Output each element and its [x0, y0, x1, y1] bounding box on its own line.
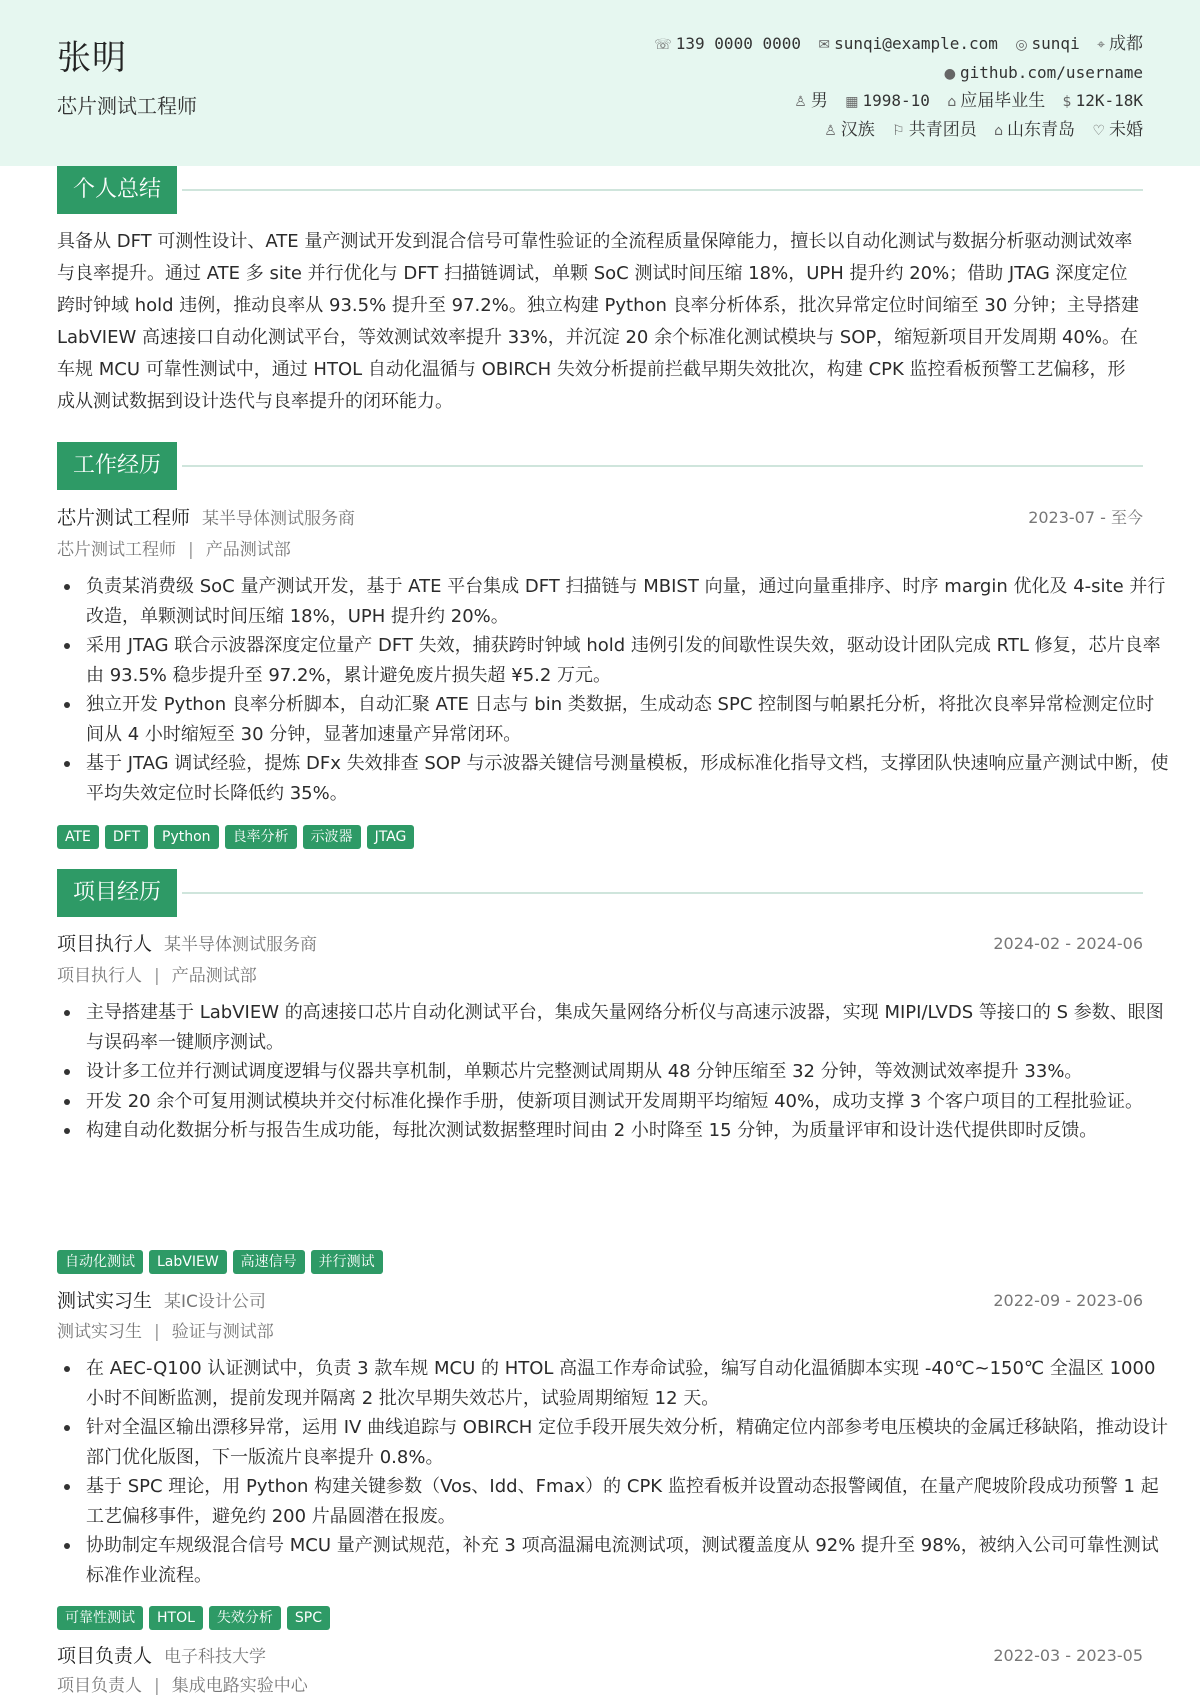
entry-date: 2024-02 - 2024-06 — [993, 934, 1143, 953]
list-item: 负责某消费级 SoC 量产测试开发，基于 ATE 平台集成 DFT 扫描链与 MBIST 向量，通过向量重排序、时序 margin 优化及 4-site 并行改造，单颗测试时间压缩 18%，UPH 提升约 20%。 — [86, 572, 1172, 631]
phone-icon: ☏ — [654, 37, 672, 53]
tag: JTAG — [367, 825, 415, 849]
entry-subtitle: 芯片测试工程师 | 产品测试部 — [57, 540, 291, 560]
work-bullets — [57, 572, 1172, 808]
tag: HTOL — [149, 1606, 203, 1630]
entry-subtitle: 项目负责人 | 集成电路实验中心 — [57, 1676, 308, 1696]
project-bullets — [57, 1354, 1172, 1590]
location: 成都 — [1109, 34, 1143, 54]
tag: DFT — [105, 825, 148, 849]
entry-date: 2022-03 - 2023-05 — [993, 1646, 1143, 1665]
entry-role: 项目负责人 — [57, 1645, 153, 1667]
entry-role: 芯片测试工程师 — [57, 507, 191, 529]
entry-role: 测试实习生 — [57, 1290, 153, 1312]
work-entry-header — [57, 503, 1143, 533]
wechat: sunqi — [1031, 34, 1080, 53]
entry-org: 某半导体测试服务商 — [202, 509, 356, 529]
flag-icon: ⚐ — [892, 122, 905, 139]
salary: 12K-18K — [1075, 91, 1143, 110]
entry-dept: 验证与测试部 — [171, 1322, 274, 1342]
entry-org: 电子科技大学 — [164, 1647, 267, 1667]
project-bullets — [57, 998, 1172, 1146]
github-icon: ● — [943, 65, 956, 82]
list-item: 针对全温区输出漂移异常，运用 IV 曲线追踪与 OBIRCH 定位手段开展失效分析，精确定位内部参考电压模块的金属迁移缺陷，推动设计部门优化版图，下一版流片良率提升 0.8%。 — [86, 1413, 1172, 1472]
tag: 自动化测试 — [57, 1250, 143, 1274]
birth-date: 1998-10 — [862, 91, 930, 110]
gender: 男 — [810, 91, 828, 111]
graduate-icon: ⌂ — [947, 94, 957, 110]
location-icon: ⌖ — [1097, 37, 1105, 53]
entry-dept: 集成电路实验中心 — [171, 1676, 308, 1696]
entry-position: 项目执行人 — [57, 966, 142, 986]
contact-info — [642, 30, 1143, 144]
summary-text: 具备从 DFT 可测性设计、ATE 量产测试开发到混合信号可靠性验证的全流程质量保障能力，擅长以自动化测试与数据分析驱动测试效率与良率提升。通过 ATE 多 site 并行优化与 DFT 扫描链调试，单颗 SoC 测试时间压缩 18%，UPH 提升约 20%；借助 JTAG 深度定位跨时钟域 hold 违例，推动良率从 93.5% 提升至 97.2%。独立构建 Python 良率分析体系，批次异常定位时间缩至 30 分钟；主导搭建 LabVIEW 高速接口自动化测试平台，等效测试效率提升 33%，并沉淀 20 余个标准化测试模块与 SOP，缩短新项目开发周期 40%。在车规 MCU 可靠性测试中，通过 HTOL 自动化温循与 OBIRCH 失效分析提前拦截早期失效批次，构建 CPK 监控看板预警工艺偏移，形成从测试数据到设计迭代与良率提升的闭环能力。 — [57, 231, 1139, 412]
section-title-projects: 项目经历 — [57, 869, 177, 917]
calendar-icon: ▦ — [845, 94, 859, 110]
ethnicity: 汉族 — [840, 119, 875, 140]
phone[interactable]: 139 0000 0000 — [675, 34, 801, 53]
political-status: 共青团员 — [908, 119, 977, 140]
work-tags — [57, 825, 420, 849]
entry-dept: 产品测试部 — [171, 966, 257, 986]
entry-dept: 产品测试部 — [205, 540, 291, 560]
project-entry-header — [57, 1286, 1143, 1316]
user-icon: ♙ — [794, 94, 807, 110]
list-item: 主导搭建基于 LabVIEW 的高速接口芯片自动化测试平台，集成矢量网络分析仪与高速示波器，实现 MIPI/LVDS 等接口的 S 参数、眼图与误码率一键顺序测试。 — [86, 998, 1172, 1057]
list-item: 设计多工位并行测试调度逻辑与仪器共享机制，单颗芯片完整测试周期从 48 分钟压缩至 32 分钟，等效测试效率提升 33%。 — [86, 1057, 1172, 1087]
project-tags — [57, 1606, 336, 1630]
entry-position: 芯片测试工程师 — [57, 540, 176, 560]
entry-date: 2022-09 - 2023-06 — [993, 1291, 1143, 1310]
heart-icon: ♡ — [1092, 122, 1105, 139]
tag: 良率分析 — [225, 825, 297, 849]
tag: Python — [154, 825, 219, 849]
divider — [182, 465, 1143, 467]
hometown: 山东青岛 — [1007, 119, 1076, 140]
tag: 失效分析 — [209, 1606, 281, 1630]
home-icon: ⌂ — [994, 122, 1004, 139]
project-tags — [57, 1250, 389, 1274]
entry-position: 项目负责人 — [57, 1676, 142, 1696]
divider — [182, 189, 1143, 191]
tag: 高速信号 — [233, 1250, 305, 1274]
entry-subtitle: 测试实习生 | 验证与测试部 — [57, 1322, 274, 1342]
header — [0, 0, 1200, 166]
candidate-name: 张明 — [57, 38, 127, 78]
list-item: 开发 20 余个可复用测试模块并交付标准化操作手册，使新项目测试开发周期平均缩短 40%，成功支撑 3 个客户项目的工程批验证。 — [86, 1087, 1172, 1117]
job-title: 芯片测试工程师 — [57, 94, 197, 118]
email[interactable]: sunqi@example.com — [834, 34, 998, 53]
list-item: 基于 SPC 理论，用 Python 构建关键参数（Vos、Idd、Fmax）的 CPK 监控看板并设置动态报警阈值，在量产爬坡阶段成功预警 1 起工艺偏移事件，避免约 200 片晶圆潜在报废。 — [86, 1472, 1172, 1531]
tag: 示波器 — [303, 825, 361, 849]
tag: 可靠性测试 — [57, 1606, 143, 1630]
divider — [182, 892, 1143, 894]
entry-position: 测试实习生 — [57, 1322, 142, 1342]
list-item: 在 AEC-Q100 认证测试中，负责 3 款车规 MCU 的 HTOL 高温工作寿命试验，编写自动化温循脚本实现 -40℃~150℃ 全温区 1000 小时不间断监测，提前发现并隔离 2 批次早期失效芯片，试验周期缩短 12 天。 — [86, 1354, 1172, 1413]
section-title-summary: 个人总结 — [57, 166, 177, 214]
list-item: 协助制定车规级混合信号 MCU 量产测试规范，补充 3 项高温漏电流测试项，测试覆盖度从 92% 提升至 98%，被纳入公司可靠性测试标准作业流程。 — [86, 1531, 1172, 1590]
entry-org: 某半导体测试服务商 — [164, 935, 318, 955]
list-item: 基于 JTAG 调试经验，提炼 DFx 失效排查 SOP 与示波器关键信号测量模板，形成标准化指导文档，支撑团队快速响应量产测试中断，使平均失效定位时长降低约 35%。 — [86, 749, 1172, 808]
tag: LabVIEW — [149, 1250, 227, 1274]
project-entry-header — [57, 1641, 1143, 1671]
entry-role: 项目执行人 — [57, 933, 153, 955]
list-item: 构建自动化数据分析与报告生成功能，每批次测试数据整理时间由 2 小时降至 15 分钟，为质量评审和设计迭代提供即时反馈。 — [86, 1116, 1172, 1146]
status: 应届毕业生 — [960, 91, 1046, 111]
list-item: 采用 JTAG 联合示波器深度定位量产 DFT 失效，捕获跨时钟域 hold 违例引发的间歇性误失效，驱动设计团队完成 RTL 修复，芯片良率由 93.5% 稳步提升至 97.2%，累计避免废片损失超 ¥5.2 万元。 — [86, 631, 1172, 690]
wechat-icon: ◎ — [1015, 37, 1028, 53]
list-item: 独立开发 Python 良率分析脚本，自动汇聚 ATE 日志与 bin 类数据，生成动态 SPC 控制图与帕累托分析，将批次良率异常检测定位时间从 4 小时缩短至 30 分钟，显著加速量产异常闭环。 — [86, 690, 1172, 749]
github-link[interactable]: github.com/username — [959, 62, 1143, 82]
entry-org: 某IC设计公司 — [164, 1292, 266, 1312]
salary-icon: $ — [1062, 94, 1072, 110]
people-icon: ♙ — [824, 122, 837, 139]
entry-subtitle: 项目执行人 | 产品测试部 — [57, 966, 257, 986]
tag: ATE — [57, 825, 99, 849]
mail-icon: ✉ — [818, 37, 831, 53]
tag: SPC — [287, 1606, 330, 1630]
marital-status: 未婚 — [1109, 119, 1143, 140]
tag: 并行测试 — [311, 1250, 383, 1274]
project-entry-header — [57, 929, 1143, 959]
section-title-work: 工作经历 — [57, 442, 177, 490]
entry-date: 2023-07 - 至今 — [1028, 508, 1143, 527]
